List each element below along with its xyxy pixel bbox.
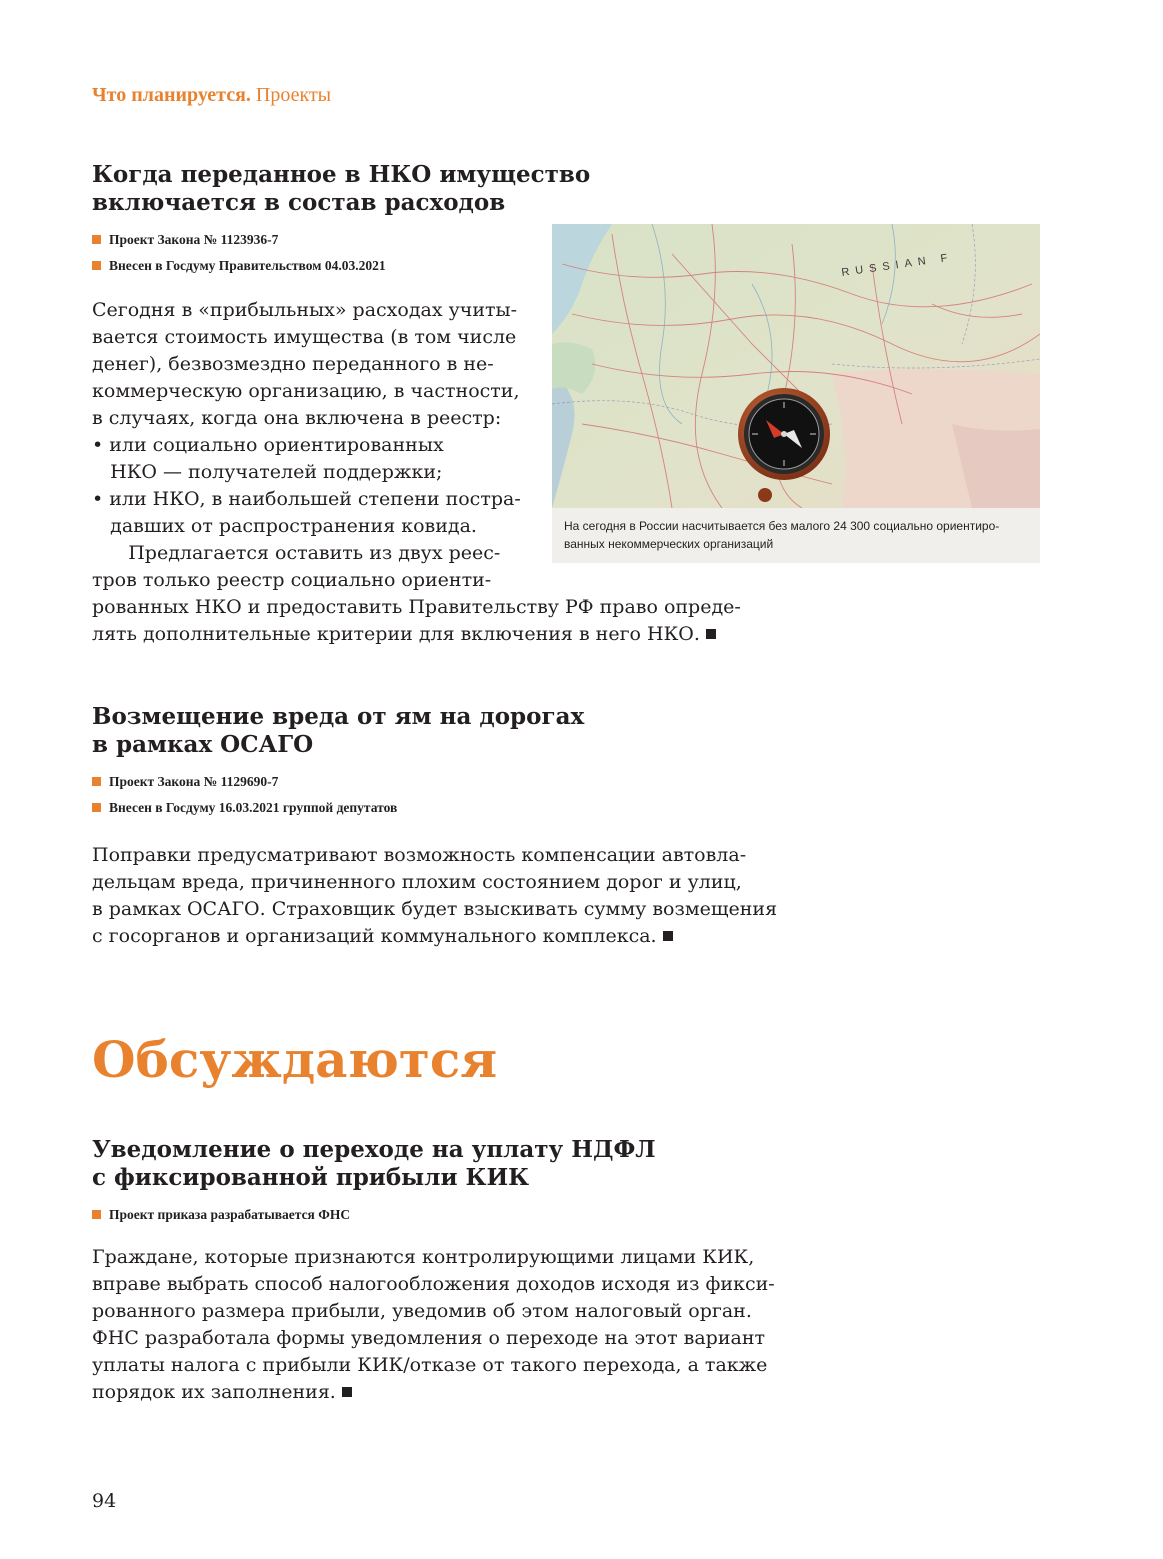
meta-item: Проект Закона № 1129690-7	[92, 774, 397, 800]
article-meta-osago	[92, 774, 397, 826]
map-with-compass-photo	[552, 224, 1040, 508]
meta-item: Внесен в Госдуму 16.03.2021 группой депутатов	[92, 800, 397, 826]
article-body-ndfl: Граждане, которые признаются контролирующими лицами КИК, вправе выбрать способ налогообложения доходов исходя из фикси- рованного размера прибыли, уведомив об этом налоговый орган. ФНС разработала формы уведомления о переходе на этот вариант уплаты налога с прибыли КИК/отказе от такого перехода, а также порядок их заполнения.	[92, 1246, 775, 1403]
page-number: 94	[92, 1490, 117, 1512]
meta-item: Внесен в Госдуму Правительством 04.03.2021	[92, 258, 386, 284]
map-label: RUSSIAN F	[840, 251, 955, 279]
end-of-article-mark	[663, 931, 673, 941]
article-body-nko-wide: рованных НКО и предоставить Правительству РФ право опреде- лять дополнительные критерии для включения в него НКО.	[92, 596, 741, 645]
article-body-nko-narrow: Сегодня в «прибыльных» расходах учиты- вается стоимость имущества (в том числе денег), безвозмездно переданного в не- коммерческую организацию, в частности, в случаях, когда она включена в реестр: • или социально ориентированных НКО — получателей поддержки; • или НКО, в наибольшей степени постра- давших от распространения ковида. Предлагается оставить из двух реес- тров только реестр социально ориенти-	[92, 299, 521, 591]
article-title-osago: Возмещение вреда от ям на дорогах в рамках ОСАГО	[92, 703, 585, 758]
bullet-square-icon	[92, 1210, 101, 1219]
photo-figure	[552, 224, 1040, 563]
running-head-subsection: Проекты	[255, 84, 332, 106]
end-of-article-mark	[706, 629, 716, 639]
bullet-square-icon	[92, 261, 101, 270]
meta-item: Проект приказа разрабатывается ФНС	[92, 1207, 350, 1233]
end-of-article-mark	[342, 1387, 352, 1397]
article-meta-nko	[92, 232, 386, 284]
article-title-nko: Когда переданное в НКО имущество включается в состав расходов	[92, 161, 591, 216]
article-meta-ndfl	[92, 1207, 350, 1233]
article-title-ndfl: Уведомление о переходе на уплату НДФЛ с фиксированной прибыли КИК	[92, 1136, 656, 1191]
meta-item: Проект Закона № 1123936-7	[92, 232, 386, 258]
bullet-square-icon	[92, 235, 101, 244]
running-head	[92, 84, 331, 107]
bullet-square-icon	[92, 803, 101, 812]
section-title: Обсуждаются	[92, 1030, 498, 1089]
article-body-osago: Поправки предусматривают возможность компенсации автовла- дельцам вреда, причиненного плохим состоянием дорог и улиц, в рамках ОСАГО. Страховщик будет взыскивать сумму возмещения с госорганов и организаций коммунального комплекса.	[92, 844, 778, 947]
photo-caption: На сегодня в России насчитывается без малого 24 300 социально ориентиро- ванных некоммерческих организаций	[564, 519, 1000, 551]
bullet-square-icon	[92, 777, 101, 786]
running-head-section: Что планируется.	[92, 84, 251, 106]
